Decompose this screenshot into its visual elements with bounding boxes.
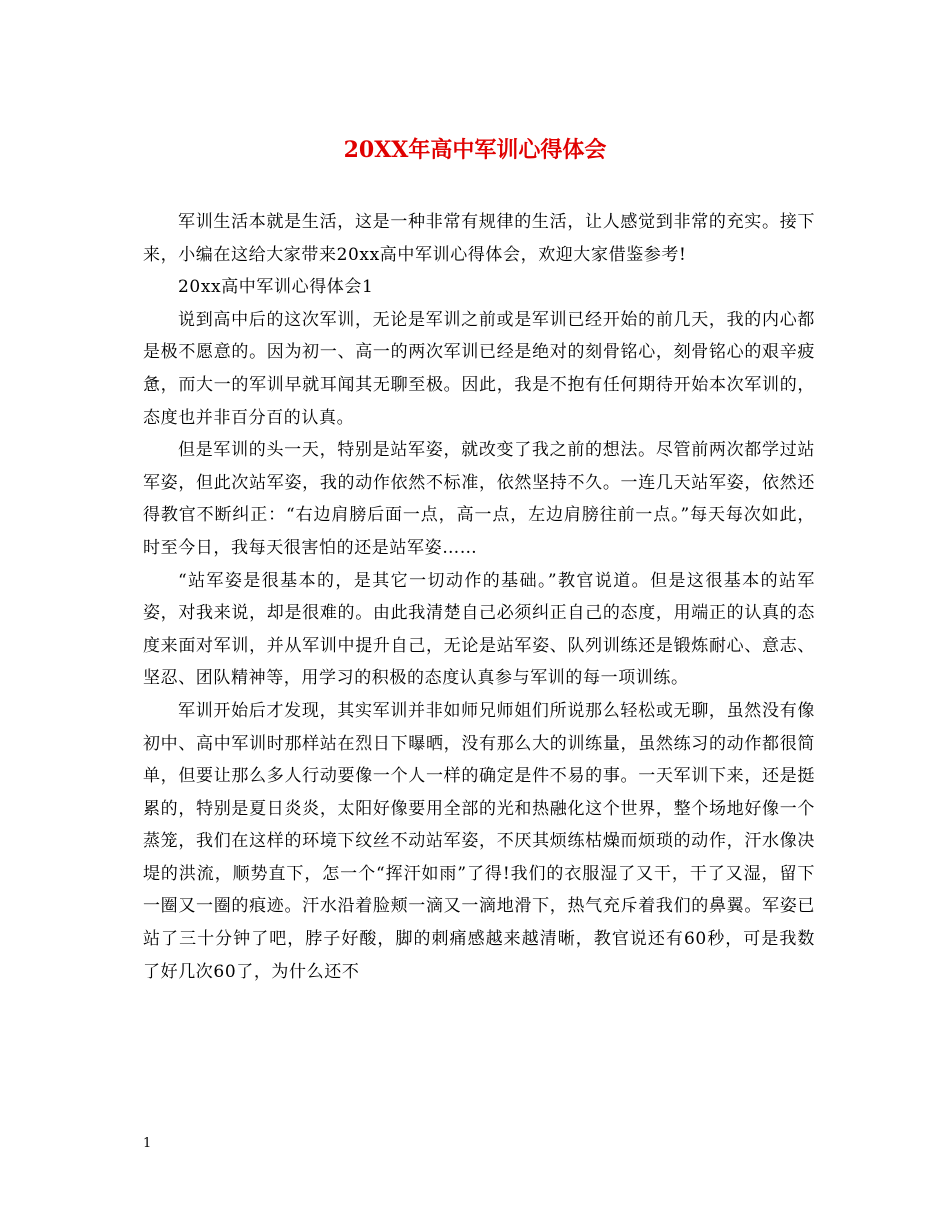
document-title: 20XX年高中军训心得体会 (343, 137, 607, 163)
body-paragraph: 军训开始后才发现，其实军训并非如师兄师姐们所说那么轻松或无聊，虽然没有像初中、高中军训时那样站在烈日下曝晒，没有那么大的训练量，虽然练习的动作都很简单，但要让那么多人行动要像一个人一样的确定是件不易的事。一天军训下来，还是挺累的，特别是夏日炎炎，太阳好像要用全部的光和热融化这个世界，整个场地好像一个蒸笼，我们在这样的环境下纹丝不动站军姿，不厌其烦练枯燥而烦琐的动作，汗水像决堤的洪流，顺势直下，怎一个“挥汗如雨”了得!我们的衣服湿了又干，干了又湿，留下一圈又一圈的痕迹。汗水沿着脸颊一滴又一滴地滑下，热气充斥着我们的鼻翼。军姿已站了三十分钟了吧，脖子好酸，脚的刺痛感越来越清晰，教官说还有60秒，可是我数了好几次60了，为什么还不 (143, 700, 815, 982)
intro-paragraph: 军训生活本就是生活，这是一种非常有规律的生活，让人感觉到非常的充实。接下来，小编在这给大家带来20xx高中军训心得体会，欢迎大家借鉴参考! (143, 212, 815, 265)
body-paragraph: 但是军训的头一天，特别是站军姿，就改变了我之前的想法。尽管前两次都学过站军姿，但此次站军姿，我的动作依然不标准，依然坚持不久。一连几天站军姿，依然还得教官不断纠正：“右边肩膀后面一点，高一点，左边肩膀往前一点。”每天每次如此，时至今日，我每天很害怕的还是站军姿…… (143, 440, 815, 558)
body-paragraph: 说到高中后的这次军训，无论是军训之前或是军训已经开始的前几天，我的内心都是极不愿意的。因为初一、高一的两次军训已经是绝对的刻骨铭心，刻骨铭心的艰辛疲惫，而大一的军训早就耳闻其无聊至极。因此，我是不抱有任何期待开始本次军训的，态度也并非百分百的认真。 (143, 309, 815, 428)
body-paragraph: “站军姿是很基本的，是其它一切动作的基础。”教官说道。但是这很基本的站军姿，对我来说，却是很难的。由此我清楚自己必须纠正自己的态度，用端正的认真的态度来面对军训，并从军训中提升自己，无论是站军姿、队列训练还是锻炼耐心、意志、坚忍、团队精神等，用学习的积极的态度认真参与军训的每一项训练。 (143, 570, 815, 689)
page-number: 1 (143, 1136, 152, 1151)
section-heading: 20xx高中军训心得体会1 (178, 277, 374, 298)
document-body (143, 206, 815, 988)
